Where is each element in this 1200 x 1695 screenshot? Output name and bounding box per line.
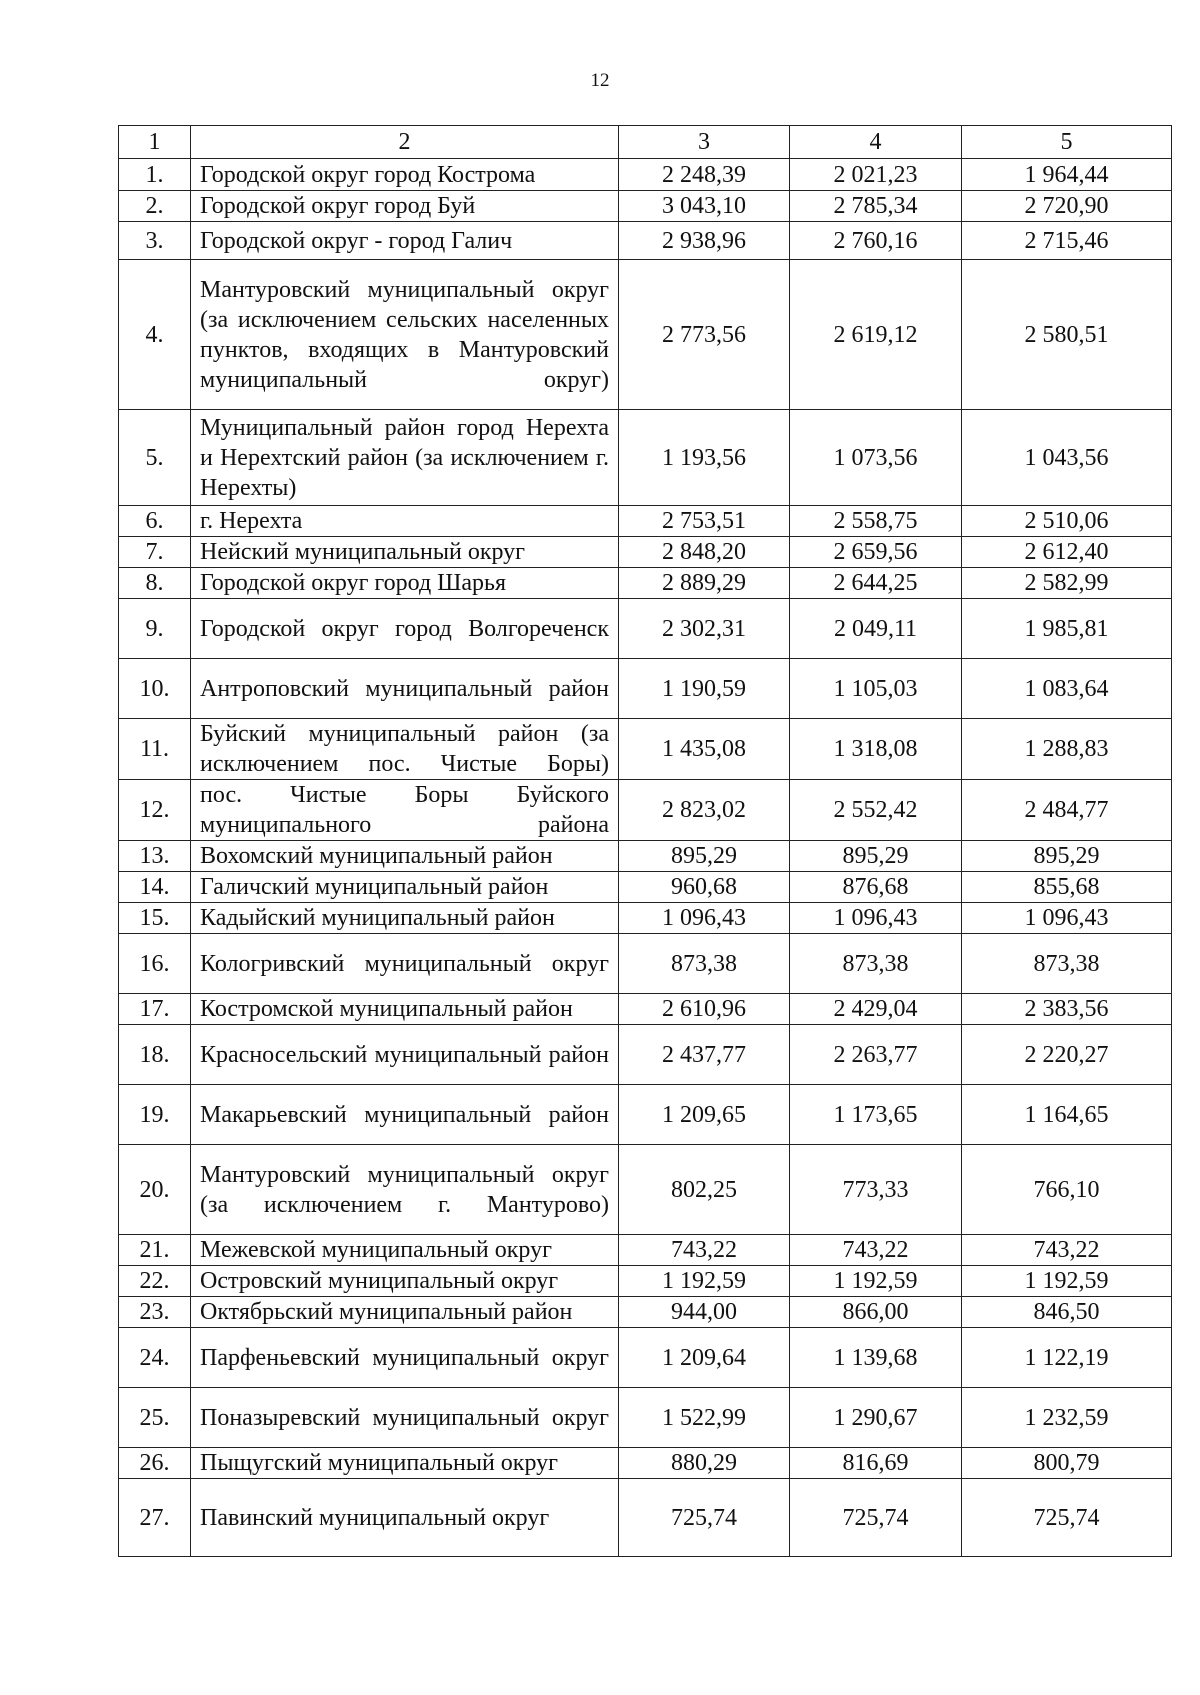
header-cell: 3 [619,126,790,159]
value-col5-cell: 743,22 [962,1235,1172,1266]
value-col3-cell: 725,74 [619,1479,790,1557]
value-col3-cell: 960,68 [619,872,790,903]
table-row [119,1297,1172,1328]
value-col5-cell: 800,79 [962,1448,1172,1479]
header-cell: 4 [790,126,962,159]
value-col4-cell: 1 318,08 [790,719,962,780]
row-name-cell: Межевской муниципальный округ [191,1235,619,1266]
value-col4-cell: 773,33 [790,1145,962,1235]
table-row [119,934,1172,994]
value-col4-cell: 895,29 [790,841,962,872]
row-number-cell: 20. [119,1145,191,1235]
row-number-cell: 10. [119,659,191,719]
data-table [118,125,1172,1557]
value-col3-cell: 2 248,39 [619,159,790,191]
row-number-cell: 25. [119,1388,191,1448]
value-col5-cell: 2 510,06 [962,506,1172,537]
value-col5-cell: 766,10 [962,1145,1172,1235]
row-name-cell: Городской округ город Шарья [191,568,619,599]
table-row [119,410,1172,506]
value-col3-cell: 1 192,59 [619,1266,790,1297]
value-col5-cell: 1 083,64 [962,659,1172,719]
value-col3-cell: 1 190,59 [619,659,790,719]
value-col3-cell: 743,22 [619,1235,790,1266]
value-col5-cell: 2 720,90 [962,191,1172,222]
value-col5-cell: 1 288,83 [962,719,1172,780]
table-header-row [119,126,1172,159]
value-col3-cell: 2 753,51 [619,506,790,537]
row-number-cell: 24. [119,1328,191,1388]
value-col5-cell: 873,38 [962,934,1172,994]
value-col5-cell: 2 383,56 [962,994,1172,1025]
value-col4-cell: 2 659,56 [790,537,962,568]
value-col5-cell: 846,50 [962,1297,1172,1328]
table-row [119,1266,1172,1297]
value-col4-cell: 2 644,25 [790,568,962,599]
value-col3-cell: 1 435,08 [619,719,790,780]
value-col3-cell: 1 209,65 [619,1085,790,1145]
value-col5-cell: 2 580,51 [962,260,1172,410]
row-name-cell: Кадыйский муниципальный район [191,903,619,934]
value-col4-cell: 816,69 [790,1448,962,1479]
table-row [119,159,1172,191]
row-name-cell: пос. Чистые Боры Буйского муниципального района [191,780,619,841]
row-number-cell: 23. [119,1297,191,1328]
row-name-cell: Городской округ - город Галич [191,222,619,260]
header-cell: 5 [962,126,1172,159]
value-col3-cell: 2 610,96 [619,994,790,1025]
value-col5-cell: 2 715,46 [962,222,1172,260]
value-col5-cell: 1 192,59 [962,1266,1172,1297]
value-col3-cell: 2 848,20 [619,537,790,568]
value-col3-cell: 802,25 [619,1145,790,1235]
row-number-cell: 8. [119,568,191,599]
value-col4-cell: 2 263,77 [790,1025,962,1085]
row-number-cell: 11. [119,719,191,780]
row-name-cell: Нейский муниципальный округ [191,537,619,568]
value-col4-cell: 1 105,03 [790,659,962,719]
value-col5-cell: 1 164,65 [962,1085,1172,1145]
value-col5-cell: 2 582,99 [962,568,1172,599]
value-col4-cell: 1 073,56 [790,410,962,506]
table-row [119,260,1172,410]
row-number-cell: 3. [119,222,191,260]
row-number-cell: 2. [119,191,191,222]
value-col4-cell: 873,38 [790,934,962,994]
value-col4-cell: 1 192,59 [790,1266,962,1297]
table-row [119,903,1172,934]
row-name-cell: Островский муниципальный округ [191,1266,619,1297]
row-number-cell: 7. [119,537,191,568]
row-number-cell: 5. [119,410,191,506]
value-col3-cell: 2 823,02 [619,780,790,841]
value-col3-cell: 2 437,77 [619,1025,790,1085]
table-row [119,994,1172,1025]
table-row [119,1235,1172,1266]
row-number-cell: 21. [119,1235,191,1266]
row-name-cell: Мантуровский муниципальный округ (за исключением г. Мантурово) [191,1145,619,1235]
value-col4-cell: 1 290,67 [790,1388,962,1448]
table-row [119,599,1172,659]
value-col4-cell: 743,22 [790,1235,962,1266]
row-name-cell: Пыщугский муниципальный округ [191,1448,619,1479]
value-col4-cell: 2 760,16 [790,222,962,260]
value-col5-cell: 725,74 [962,1479,1172,1557]
row-number-cell: 17. [119,994,191,1025]
row-number-cell: 14. [119,872,191,903]
value-col4-cell: 1 096,43 [790,903,962,934]
value-col4-cell: 2 021,23 [790,159,962,191]
value-col3-cell: 880,29 [619,1448,790,1479]
row-number-cell: 19. [119,1085,191,1145]
row-number-cell: 6. [119,506,191,537]
value-col3-cell: 1 209,64 [619,1328,790,1388]
row-number-cell: 18. [119,1025,191,1085]
table-row [119,1448,1172,1479]
value-col4-cell: 2 552,42 [790,780,962,841]
row-name-cell: Галичский муниципальный район [191,872,619,903]
row-number-cell: 4. [119,260,191,410]
table-row [119,841,1172,872]
table-row [119,1388,1172,1448]
value-col3-cell: 895,29 [619,841,790,872]
row-number-cell: 16. [119,934,191,994]
table-row [119,222,1172,260]
value-col5-cell: 855,68 [962,872,1172,903]
row-number-cell: 1. [119,159,191,191]
value-col5-cell: 1 122,19 [962,1328,1172,1388]
value-col4-cell: 2 049,11 [790,599,962,659]
page-number: 12 [590,70,610,91]
row-number-cell: 15. [119,903,191,934]
value-col5-cell: 1 096,43 [962,903,1172,934]
row-name-cell: Муниципальный район город Нерехта и Нерехтский район (за исключением г. Нерехты) [191,410,619,506]
row-name-cell: Буйский муниципальный район (за исключением пос. Чистые Боры) [191,719,619,780]
value-col4-cell: 2 558,75 [790,506,962,537]
table-row [119,780,1172,841]
row-number-cell: 9. [119,599,191,659]
row-number-cell: 22. [119,1266,191,1297]
row-name-cell: Городской округ город Буй [191,191,619,222]
table-row [119,659,1172,719]
value-col4-cell: 866,00 [790,1297,962,1328]
row-name-cell: Кологривский муниципальный округ [191,934,619,994]
value-col4-cell: 725,74 [790,1479,962,1557]
value-col5-cell: 2 220,27 [962,1025,1172,1085]
value-col3-cell: 1 522,99 [619,1388,790,1448]
value-col4-cell: 2 785,34 [790,191,962,222]
row-number-cell: 12. [119,780,191,841]
row-name-cell: Городской округ город Кострома [191,159,619,191]
header-cell: 2 [191,126,619,159]
value-col3-cell: 2 302,31 [619,599,790,659]
value-col3-cell: 873,38 [619,934,790,994]
value-col5-cell: 1 964,44 [962,159,1172,191]
table-row [119,1145,1172,1235]
table-row [119,1328,1172,1388]
table-row [119,719,1172,780]
value-col3-cell: 2 773,56 [619,260,790,410]
row-name-cell: Парфеньевский муниципальный округ [191,1328,619,1388]
value-col3-cell: 1 193,56 [619,410,790,506]
row-name-cell: Костромской муниципальный район [191,994,619,1025]
value-col3-cell: 2 938,96 [619,222,790,260]
value-col4-cell: 2 429,04 [790,994,962,1025]
table-row [119,191,1172,222]
row-name-cell: Мантуровский муниципальный округ (за исключением сельских населенных пунктов, входящих в Мантуровский муниципальный округ) [191,260,619,410]
row-name-cell: Городской округ город Волгореченск [191,599,619,659]
row-name-cell: Антроповский муниципальный район [191,659,619,719]
value-col5-cell: 1 232,59 [962,1388,1172,1448]
value-col3-cell: 944,00 [619,1297,790,1328]
table-row [119,1025,1172,1085]
value-col5-cell: 1 043,56 [962,410,1172,506]
table-row [119,568,1172,599]
value-col3-cell: 1 096,43 [619,903,790,934]
row-name-cell: Вохомский муниципальный район [191,841,619,872]
value-col5-cell: 2 484,77 [962,780,1172,841]
table-row [119,872,1172,903]
row-name-cell: Поназыревский муниципальный округ [191,1388,619,1448]
value-col4-cell: 1 173,65 [790,1085,962,1145]
value-col5-cell: 2 612,40 [962,537,1172,568]
row-number-cell: 26. [119,1448,191,1479]
table-row [119,506,1172,537]
header-cell: 1 [119,126,191,159]
row-name-cell: Павинский муниципальный округ [191,1479,619,1557]
table-row [119,1479,1172,1557]
row-name-cell: Красносельский муниципальный район [191,1025,619,1085]
row-name-cell: Макарьевский муниципальный район [191,1085,619,1145]
value-col4-cell: 876,68 [790,872,962,903]
row-name-cell: Октябрьский муниципальный район [191,1297,619,1328]
value-col5-cell: 895,29 [962,841,1172,872]
row-name-cell: г. Нерехта [191,506,619,537]
table-row [119,1085,1172,1145]
value-col3-cell: 2 889,29 [619,568,790,599]
value-col5-cell: 1 985,81 [962,599,1172,659]
value-col4-cell: 2 619,12 [790,260,962,410]
value-col3-cell: 3 043,10 [619,191,790,222]
row-number-cell: 13. [119,841,191,872]
table-row [119,537,1172,568]
row-number-cell: 27. [119,1479,191,1557]
value-col4-cell: 1 139,68 [790,1328,962,1388]
